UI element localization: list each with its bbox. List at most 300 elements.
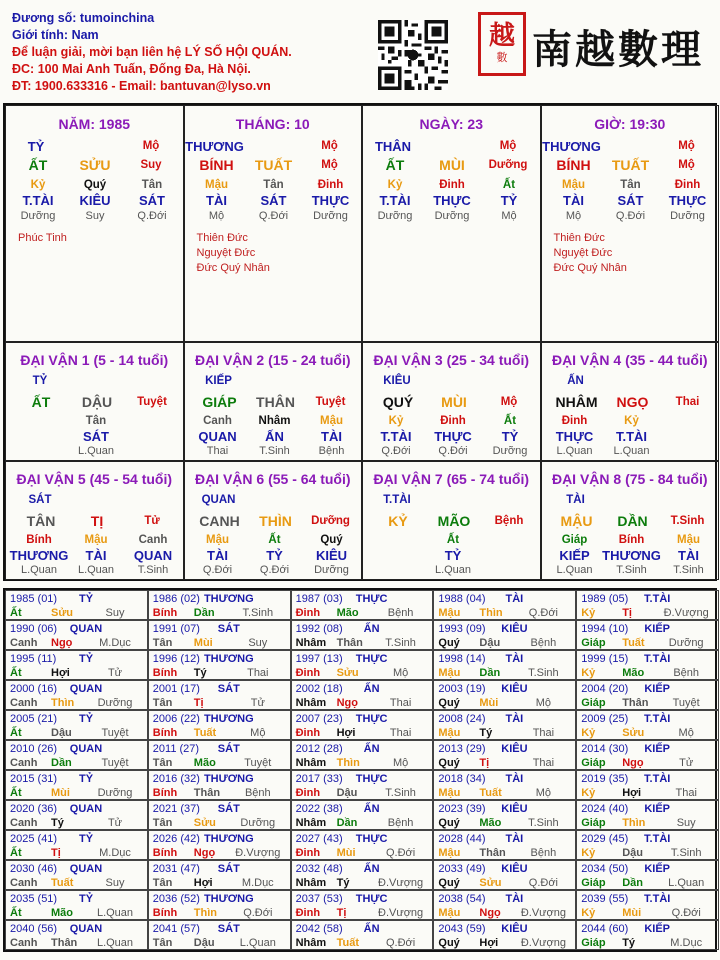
year-branch: Tị: [51, 847, 61, 859]
year-cell: [148, 800, 291, 830]
year-branch: Ngọ: [622, 757, 644, 769]
luck-hidden-god: ẤN: [265, 429, 284, 444]
luck-branch: MÙI: [441, 394, 467, 410]
year-branch: Tý: [193, 667, 207, 679]
year-stem: Ất: [10, 847, 22, 859]
contact-line: Để luận giải, mời bạn liên hệ LÝ SỐ HỘI QUÁN.: [12, 45, 292, 59]
year-stage: Tuyệt: [101, 757, 129, 769]
year-stem: Ất: [10, 607, 22, 619]
year-stem: Kỷ: [581, 787, 596, 799]
year-stem: Nhâm: [295, 637, 327, 649]
pillar-cell: [362, 105, 541, 342]
year-branch: Thân: [336, 637, 363, 649]
year-cell: [433, 830, 576, 860]
year-god: SÁT: [217, 623, 240, 635]
year-label: 1988 (04): [438, 593, 486, 605]
year-stage: Dưỡng: [97, 787, 133, 799]
year-cell: [148, 890, 291, 920]
luck-hidden-stage: T.Sinh: [259, 445, 290, 457]
pillar-cell: [184, 105, 363, 342]
year-stage: Mộ: [392, 757, 409, 769]
year-branch: Thìn: [51, 697, 75, 709]
year-branch: Dần: [51, 757, 72, 769]
luck-hidden-stem: Canh: [138, 534, 168, 546]
year-god: TÀI: [505, 833, 524, 845]
year-label: 2019 (35): [581, 773, 629, 785]
year-branch: Tý: [479, 727, 493, 739]
year-branch: Tuất: [193, 727, 217, 739]
luck-god: SÁT: [28, 494, 52, 506]
luck-cell: [541, 342, 720, 461]
year-god: T.TÀI: [644, 773, 671, 785]
year-label: 2020 (36): [10, 803, 58, 815]
hidden-stage: Q.Đới: [258, 210, 289, 222]
year-label: 2009 (25): [581, 713, 629, 725]
year-stage: Mộ: [535, 787, 552, 799]
pillar-stage: Mộ: [321, 140, 338, 152]
year-god: T.TÀI: [644, 833, 671, 845]
year-branch: Dần: [193, 607, 215, 619]
luck-stem: ẤT: [31, 394, 51, 410]
year-cell: [576, 920, 719, 950]
year-god: TỶ: [78, 653, 94, 665]
year-cell: [433, 590, 576, 620]
year-label: 2033 (49): [438, 863, 486, 875]
year-cell: [291, 770, 434, 800]
year-god: QUAN: [69, 683, 103, 695]
annual-luck-grid: [3, 588, 717, 952]
year-label: 2040 (56): [10, 923, 58, 935]
pillar-title: THÁNG: 10: [235, 116, 310, 132]
year-label: 2030 (46): [10, 863, 58, 875]
luck-hidden-god: THỰC: [434, 429, 472, 444]
year-stem: Giáp: [581, 877, 606, 889]
year-cell: [5, 800, 148, 830]
year-stem: Bính: [152, 787, 178, 799]
luck-cell: [5, 461, 184, 580]
year-stem: Giáp: [581, 817, 606, 829]
hidden-god: T.TÀI: [379, 193, 411, 208]
year-stem: Quý: [438, 937, 460, 949]
luck-hidden-god: KIÊU: [315, 548, 348, 563]
luck-cell: [541, 461, 720, 580]
luck-god: QUAN: [201, 494, 236, 506]
year-stem: Giáp: [581, 757, 606, 769]
luck-stage: Bệnh: [494, 515, 524, 527]
year-branch: Tuất: [479, 787, 502, 799]
year-branch: Mão: [193, 757, 216, 769]
year-stem: Quý: [438, 877, 460, 889]
year-stem: Tân: [152, 697, 173, 709]
year-cell: [148, 770, 291, 800]
year-stem: Bính: [152, 667, 178, 679]
year-branch: Hợi: [336, 727, 356, 739]
owner-gender: Giới tính: Nam: [12, 28, 99, 42]
pillar-title: GIỜ: 19:30: [594, 116, 666, 132]
pillar-stem: BÍNH: [556, 157, 591, 173]
luck-branch: THÂN: [256, 394, 295, 410]
year-god: TÀI: [505, 653, 524, 665]
year-branch: Ngọ: [336, 697, 358, 709]
year-branch: Sửu: [479, 877, 502, 889]
luck-hidden-stage: L.Quan: [434, 564, 472, 576]
year-stage: Dưỡng: [668, 637, 704, 649]
year-god: T.TÀI: [644, 593, 671, 605]
year-stage: Bệnh: [673, 667, 700, 679]
year-stem: Canh: [10, 757, 38, 769]
year-stem: Kỷ: [581, 847, 596, 859]
year-label: 2034 (50): [581, 863, 629, 875]
luck-stage: Dưỡng: [311, 515, 350, 527]
year-god: ẤN: [363, 683, 380, 695]
hidden-stage: Mộ: [208, 210, 225, 222]
year-label: 2026 (42): [152, 833, 200, 845]
four-pillars-grid: [3, 103, 717, 581]
year-branch: Dậu: [479, 637, 501, 649]
year-branch: Thân: [51, 937, 78, 949]
pillar-god: TỶ: [27, 139, 45, 154]
year-branch: Thìn: [622, 817, 646, 829]
year-stage: Thai: [532, 757, 555, 769]
year-god: SÁT: [217, 803, 240, 815]
year-stem: Bính: [152, 727, 178, 739]
luck-cell: [362, 461, 541, 580]
luck-hidden-stage: Q.Đới: [381, 445, 411, 457]
year-cell: [433, 890, 576, 920]
year-stage: Bệnh: [244, 787, 271, 799]
hidden-god: THỰC: [433, 193, 471, 208]
hidden-stem: Kỷ: [30, 179, 46, 191]
luck-god: TÀI: [566, 494, 585, 506]
year-cell: [148, 590, 291, 620]
year-branch: Tuất: [51, 877, 74, 889]
year-god: SÁT: [217, 923, 240, 935]
year-label: 1986 (02): [152, 593, 200, 605]
pillar-note: Đức Quý Nhân: [196, 262, 270, 274]
year-stage: Thai: [247, 667, 269, 679]
year-label: 2031 (47): [152, 863, 200, 875]
year-stem: Đinh: [295, 727, 321, 739]
year-god: THƯƠNG: [203, 653, 254, 665]
luck-hidden-god: TỶ: [501, 429, 519, 444]
luck-hidden-stem: Đinh: [440, 415, 466, 427]
luck-hidden-stage: L.Quan: [77, 445, 115, 457]
hidden-god: THỰC: [668, 193, 707, 208]
year-cell: [5, 770, 148, 800]
year-stem: Canh: [10, 937, 38, 949]
year-cell: [5, 590, 148, 620]
luck-hidden-stem: Ất: [268, 534, 281, 546]
hidden-god: THỰC: [311, 193, 350, 208]
year-stage: T.Sinh: [385, 787, 416, 799]
year-label: 1990 (06): [10, 623, 58, 635]
luck-hidden-stem: Nhâm: [258, 415, 291, 427]
year-stage: Tử: [107, 667, 123, 679]
luck-hidden-stage: L.Quan: [613, 445, 650, 457]
luck-god: T.TÀI: [383, 494, 411, 506]
year-stage: Thai: [389, 727, 412, 739]
pillar-note: Nguyệt Đức: [196, 247, 256, 259]
luck-hidden-stage: T.Sinh: [137, 564, 169, 576]
luck-cell: [184, 461, 363, 580]
owner-info: [12, 10, 372, 95]
year-stem: Đinh: [295, 607, 321, 619]
year-stem: Nhâm: [295, 817, 327, 829]
luck-hidden-stem: Mậu: [320, 415, 343, 427]
year-stem: Nhâm: [295, 757, 327, 769]
luck-hidden-stem: Tân: [85, 415, 107, 427]
year-god: KIÊU: [501, 803, 528, 815]
pillar-note: Phúc Tinh: [18, 232, 67, 244]
year-stage: Đ.Vượng: [520, 907, 566, 919]
luck-hidden-stem: Giáp: [561, 534, 588, 546]
year-god: ẤN: [363, 923, 380, 935]
year-label: 2037 (53): [295, 893, 343, 905]
year-stem: Mậu: [438, 607, 461, 619]
year-stem: Canh: [10, 817, 38, 829]
year-label: 2039 (55): [581, 893, 629, 905]
hidden-stem: Đinh: [317, 179, 344, 191]
year-stage: Tuyệt: [244, 757, 272, 769]
year-stem: Canh: [10, 877, 38, 889]
year-cell: [433, 800, 576, 830]
year-cell: [148, 830, 291, 860]
year-stem: Mậu: [438, 727, 461, 739]
luck-hidden-stage: Bệnh: [318, 445, 345, 457]
year-label: 2027 (43): [295, 833, 343, 845]
year-label: 1994 (10): [581, 623, 629, 635]
year-branch: Mùi: [193, 637, 213, 649]
luck-title: ĐẠI VẬN 2 (15 - 24 tuổi): [194, 352, 351, 368]
year-cell: [291, 890, 434, 920]
year-label: 2010 (26): [10, 743, 58, 755]
year-stage: M.Dục: [670, 937, 703, 949]
year-god: ẤN: [363, 743, 380, 755]
year-stage: Suy: [105, 607, 125, 619]
year-stem: Giáp: [581, 937, 606, 949]
year-cell: [291, 830, 434, 860]
year-god: THỰC: [355, 833, 388, 845]
year-stage: Q.Đới: [528, 607, 558, 619]
year-stem: Tân: [152, 757, 173, 769]
year-stage: L.Quan: [668, 877, 705, 889]
year-branch: Dậu: [336, 787, 358, 799]
year-stage: Q.Đới: [385, 847, 416, 859]
luck-title: ĐẠI VẬN 6 (55 - 64 tuổi): [194, 471, 351, 487]
luck-stem: TÂN: [26, 513, 56, 529]
year-label: 2038 (54): [438, 893, 486, 905]
luck-stage: Tuyệt: [137, 396, 167, 408]
address-line: ĐC: 100 Mai Anh Tuấn, Đống Đa, Hà Nội.: [12, 62, 251, 76]
pillar-stem: ẤT: [385, 157, 405, 173]
hidden-stem: Đinh: [674, 179, 701, 191]
year-branch: Tý: [336, 877, 350, 889]
year-stage: Mộ: [392, 667, 409, 679]
luck-hidden-stage: Q.Đới: [259, 564, 290, 576]
luck-hidden-god: SÁT: [83, 429, 109, 444]
year-stage: T.Sinh: [670, 847, 702, 859]
year-god: THỰC: [355, 773, 388, 785]
pillar-stage: Mộ: [499, 140, 517, 152]
luck-branch: DẦN: [617, 513, 648, 529]
year-god: SÁT: [217, 683, 240, 695]
year-god: TÀI: [505, 713, 524, 725]
luck-hidden-stage: T.Sinh: [616, 564, 647, 576]
year-stage: Thai: [675, 787, 697, 799]
pillar-note: Thiên Đức: [553, 232, 605, 244]
year-label: 2023 (39): [438, 803, 486, 815]
year-cell: [5, 740, 148, 770]
year-branch: Tị: [336, 907, 347, 919]
luck-god: KIÊU: [383, 375, 411, 387]
year-label: 1993 (09): [438, 623, 486, 635]
year-label: 1985 (01): [10, 593, 58, 605]
pillar-god: THƯƠNG: [542, 139, 601, 154]
luck-branch: TỊ: [90, 513, 104, 529]
luck-branch: MÃO: [437, 513, 471, 529]
pillar-nayin: Dưỡng: [488, 159, 528, 171]
luck-hidden-god: QUAN: [198, 429, 237, 444]
year-god: QUAN: [69, 803, 103, 815]
year-stem: Mậu: [438, 907, 461, 919]
year-label: 1996 (12): [152, 653, 200, 665]
year-branch: Tuất: [622, 637, 645, 649]
year-stage: Tử: [250, 697, 265, 709]
year-label: 2001 (17): [152, 683, 200, 695]
year-branch: Mão: [336, 607, 359, 619]
pillar-title: NGÀY: 23: [419, 116, 484, 132]
luck-title: ĐẠI VẬN 8 (75 - 84 tuổi): [551, 471, 708, 487]
year-stem: Mậu: [438, 787, 461, 799]
year-stage: Thai: [532, 727, 555, 739]
year-stage: Mộ: [678, 727, 694, 739]
year-cell: [5, 830, 148, 860]
year-cell: [576, 770, 719, 800]
year-label: 2044 (60): [581, 923, 629, 935]
year-stem: Kỷ: [581, 607, 596, 619]
year-stage: Đ.Vượng: [235, 847, 281, 859]
hidden-stem: Quý: [83, 179, 107, 191]
pillar-nayin: Suy: [140, 159, 162, 171]
year-branch: Tý: [622, 937, 636, 949]
pillar-stage: Mộ: [142, 140, 160, 152]
year-stem: Ất: [10, 787, 22, 799]
hidden-god: SÁT: [139, 193, 165, 208]
year-god: THỰC: [355, 653, 388, 665]
year-stem: Nhâm: [295, 697, 327, 709]
year-branch: Mùi: [479, 697, 499, 709]
year-stem: Kỷ: [581, 667, 596, 679]
luck-hidden-god: TỶ: [444, 548, 462, 563]
year-god: KIẾP: [644, 683, 671, 695]
year-stem: Bính: [152, 907, 178, 919]
hidden-stem: Mậu: [205, 179, 228, 191]
year-stage: Suy: [105, 877, 125, 889]
year-god: KIẾP: [644, 923, 671, 935]
year-cell: [433, 620, 576, 650]
luck-stem: MẬU: [560, 513, 593, 529]
year-god: KIÊU: [501, 863, 528, 875]
year-label: 2021 (37): [152, 803, 200, 815]
year-cell: [433, 860, 576, 890]
pillar-cell: [541, 105, 720, 342]
year-stem: Giáp: [581, 637, 606, 649]
year-label: 1999 (15): [581, 653, 629, 665]
luck-stage: T.Sinh: [670, 515, 705, 527]
hidden-stem: Mậu: [562, 179, 585, 191]
year-label: 2005 (21): [10, 713, 58, 725]
year-branch: Tị: [622, 607, 632, 619]
year-cell: [291, 620, 434, 650]
phone-email-line: ĐT: 1900.633316 - Email: bantuvan@lyso.vn: [12, 79, 271, 93]
year-stage: L.Quan: [96, 937, 134, 949]
year-stem: Nhâm: [295, 937, 327, 949]
year-god: THỰC: [355, 713, 388, 725]
hidden-stage: Mộ: [501, 210, 517, 222]
year-cell: [576, 830, 719, 860]
year-stage: Tử: [679, 757, 694, 769]
year-label: 2015 (31): [10, 773, 58, 785]
year-cell: [433, 920, 576, 950]
year-god: KIẾP: [644, 803, 671, 815]
year-cell: [291, 740, 434, 770]
year-stage: Q.Đới: [671, 907, 701, 919]
luck-hidden-stem: Ất: [446, 534, 460, 546]
year-god: TỶ: [78, 833, 94, 845]
hidden-stem: Tân: [141, 179, 163, 191]
year-stage: Tuyệt: [672, 697, 700, 709]
year-branch: Mùi: [336, 847, 356, 859]
year-cell: [576, 800, 719, 830]
year-cell: [148, 650, 291, 680]
pillar-branch: SỬU: [79, 157, 111, 173]
year-god: KIẾP: [644, 623, 671, 635]
luck-hidden-stem: Bính: [618, 534, 645, 546]
year-stem: Bính: [152, 607, 178, 619]
luck-stem: CANH: [199, 513, 240, 529]
year-branch: Dậu: [51, 727, 72, 739]
year-cell: [433, 710, 576, 740]
year-god: TỶ: [78, 893, 94, 905]
year-cell: [5, 860, 148, 890]
year-cell: [148, 620, 291, 650]
year-god: THƯƠNG: [203, 773, 254, 785]
luck-title: ĐẠI VẬN 5 (45 - 54 tuổi): [16, 471, 173, 487]
year-stage: Q.Đới: [528, 877, 558, 889]
year-cell: [576, 890, 719, 920]
pillar-branch: TUẤT: [611, 157, 650, 173]
year-branch: Thìn: [193, 907, 218, 919]
year-label: 1992 (08): [295, 623, 343, 635]
year-branch: Hợi: [622, 787, 642, 799]
pillar-branch: TUẤT: [254, 157, 293, 173]
luck-title: ĐẠI VẬN 7 (65 - 74 tuổi): [373, 471, 530, 487]
year-stage: Bệnh: [530, 847, 557, 859]
pillar-stem: ẤT: [28, 157, 48, 173]
pillar-god: THÂN: [374, 139, 412, 154]
year-cell: [576, 680, 719, 710]
year-label: 2042 (58): [295, 923, 343, 935]
luck-hidden-stem: Kỷ: [388, 415, 404, 427]
year-branch: Sửu: [193, 817, 216, 829]
year-label: 2013 (29): [438, 743, 486, 755]
year-god: TỶ: [78, 593, 94, 605]
hidden-god: T.TÀI: [22, 193, 54, 208]
year-branch: Tý: [51, 817, 64, 829]
luck-hidden-stage: L.Quan: [556, 445, 593, 457]
year-branch: Ngọ: [51, 637, 73, 649]
luck-hidden-god: T.TÀI: [380, 429, 412, 444]
